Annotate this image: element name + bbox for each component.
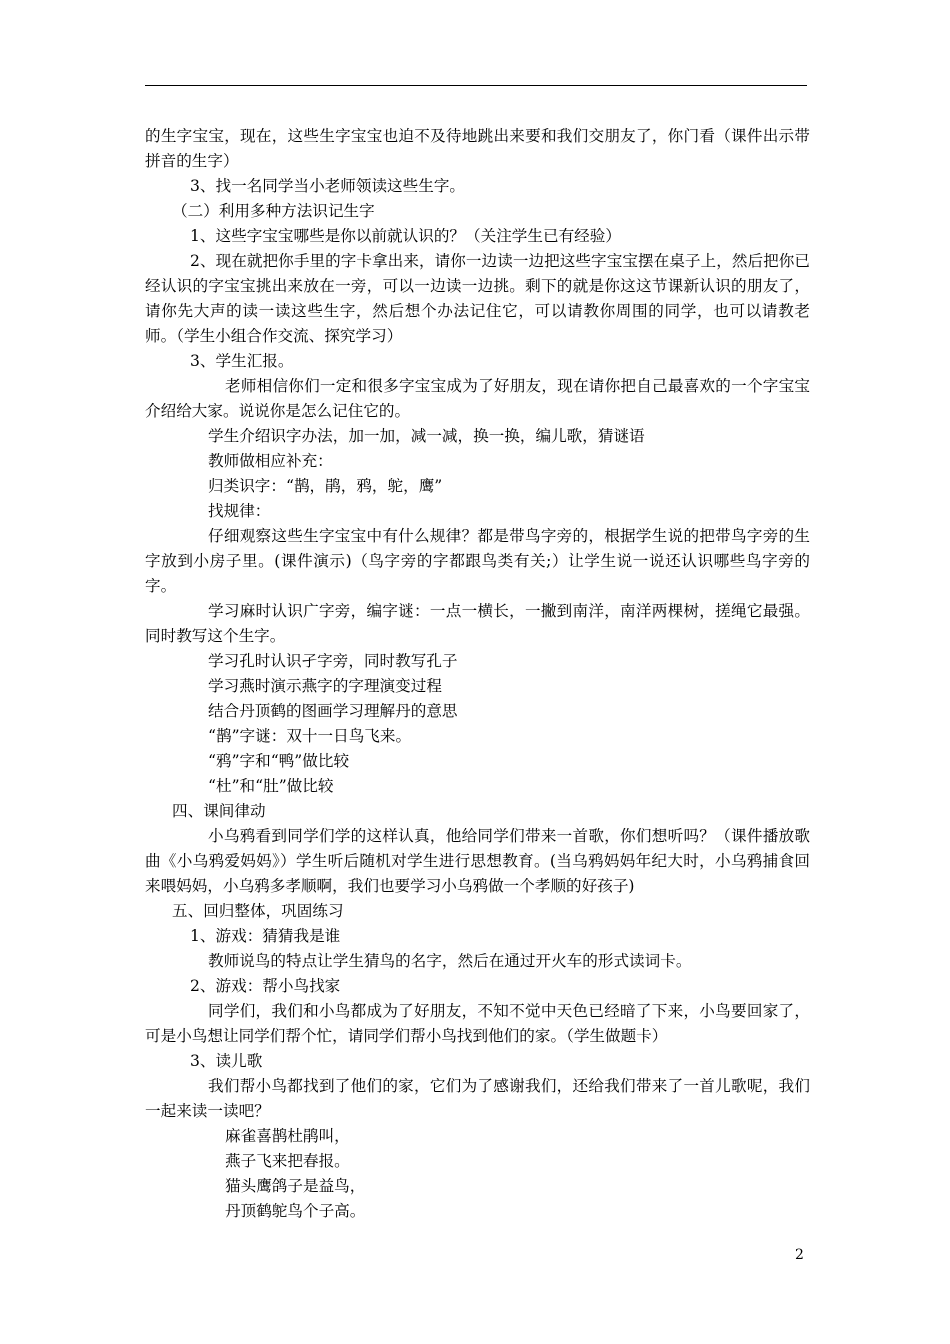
paragraph: 2、现在就把你手里的字卡拿出来，请你一边读一边把这些字宝宝摆在桌子上，然后把你已经认识的字宝宝挑出来放在一旁，可以一边读一边挑。剩下的就是你这这节课新认识的朋友了，请你先大声的读一读这些生字，然后想个办法记住它，可以请教你周围的同学，也可以请教老师。（学生小组合作交流、探究学习） <box>145 252 810 345</box>
paragraph: “鹊”字谜：双十一日鸟飞来。 <box>208 727 412 745</box>
paragraph: 3、找一名同学当小老师领读这些生字。 <box>190 177 466 195</box>
paragraph: 燕子飞来把春报。 <box>225 1152 350 1170</box>
paragraph: （二）利用多种方法识记生字 <box>172 202 375 220</box>
header-rule <box>145 85 807 86</box>
paragraph: 1、这些字宝宝哪些是你以前就认识的？（关注学生已有经验） <box>190 227 621 245</box>
paragraph: 3、学生汇报。 <box>190 352 294 370</box>
paragraph: 学习燕时演示燕字的字理演变过程 <box>208 677 442 695</box>
paragraph: “杜”和“肚”做比较 <box>208 777 334 795</box>
paragraph: 学习麻时认识广字旁，编字谜：一点一横长，一撇到南洋，南洋两棵树，搓绳它最强。同时教写这个生字。 <box>145 602 810 645</box>
paragraph: 我们帮小鸟都找到了他们的家，它们为了感谢我们，还给我们带来了一首儿歌呢，我们一起来读一读吧？ <box>145 1077 810 1120</box>
paragraph: 归类识字：“鹊，鹃，鸦，鸵，鹰” <box>208 477 443 495</box>
paragraph: 1、游戏：猜猜我是谁 <box>190 927 341 945</box>
page-number: 2 <box>795 1247 804 1263</box>
paragraph: 小乌鸦看到同学们学的这样认真，他给同学们带来一首歌，你们想听吗？（课件播放歌曲《小乌鸦爱妈妈》）学生听后随机对学生进行思想教育。(当乌鸦妈妈年纪大时，小乌鸦捕食回来喂妈妈，小乌鸦多孝顺啊，我们也要学习小乌鸦做一个孝顺的好孩子) <box>145 827 810 895</box>
paragraph: 同学们，我们和小鸟都成为了好朋友，不知不觉中天色已经暗了下来，小鸟要回家了，可是小鸟想让同学们帮个忙，请同学们帮小鸟找到他们的家。（学生做题卡） <box>145 1002 810 1045</box>
paragraph: 麻雀喜鹊杜鹃叫， <box>225 1127 350 1145</box>
paragraph: 2、游戏：帮小鸟找家 <box>190 977 341 995</box>
document-body <box>145 124 810 1224</box>
paragraph: 的生字宝宝，现在，这些生字宝宝也迫不及待地跳出来要和我们交朋友了，你门看（课件出示带拼音的生字） <box>145 127 810 170</box>
paragraph: 丹顶鹤鸵鸟个子高。 <box>225 1202 366 1220</box>
paragraph: 学生介绍识字办法，加一加，减一减，换一换，编儿歌，猜谜语 <box>208 427 645 445</box>
paragraph: “鸦”字和“鸭”做比较 <box>208 752 350 770</box>
paragraph: 五、回归整体，巩固练习 <box>172 902 344 920</box>
paragraph: 教师说鸟的特点让学生猜鸟的名字，然后在通过开火车的形式读词卡。 <box>208 952 692 970</box>
paragraph: 3、读儿歌 <box>190 1052 263 1070</box>
paragraph: 猫头鹰鸽子是益鸟， <box>225 1177 366 1195</box>
paragraph: 学习孔时认识孑字旁，同时教写孔子 <box>208 652 458 670</box>
paragraph: 仔细观察这些生字宝宝中有什么规律？都是带鸟字旁的，根据学生说的把带鸟字旁的生字放到小房子里。(课件演示)（鸟字旁的字都跟鸟类有关;）让学生说一说还认识哪些鸟字旁的字。 <box>145 527 810 595</box>
paragraph: 四、课间律动 <box>172 802 266 820</box>
paragraph: 结合丹顶鹤的图画学习理解丹的意思 <box>208 702 458 720</box>
paragraph: 教师做相应补充： <box>208 452 333 470</box>
paragraph: 老师相信你们一定和很多字宝宝成为了好朋友，现在请你把自己最喜欢的一个字宝宝介绍给大家。说说你是怎么记住它的。 <box>145 377 810 420</box>
paragraph: 找规律： <box>208 502 271 520</box>
